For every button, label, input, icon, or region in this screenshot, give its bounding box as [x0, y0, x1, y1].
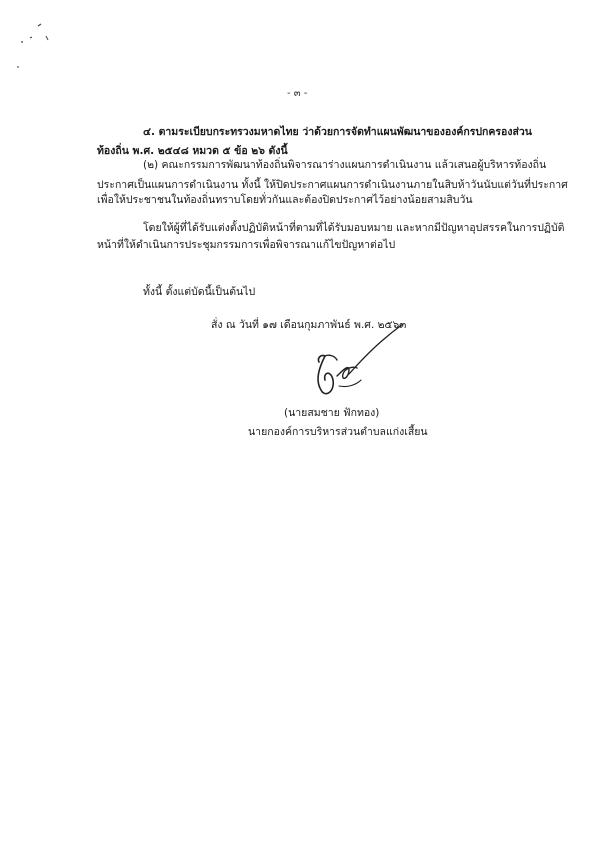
signer-title: นายกองค์การบริหารส่วนตำบลแก่งเสี้ยน: [248, 426, 428, 438]
signer-name: (นายสมชาย ฟักทอง): [284, 407, 380, 419]
sub2-line3: เพื่อให้ประชาชนในท้องถิ่นทราบโดยทั่วกันและต้องปิดประกาศไว้อย่างน้อยสามสิบวัน: [97, 194, 473, 206]
scan-specks: [8, 12, 58, 72]
sub2-line1: (๒) คณะกรรมการพัฒนาท้องถิ่นพิจารณาร่างแผนการดำเนินงาน แล้วเสนอผู้บริหารท้องถิ่น: [143, 159, 547, 171]
handwritten-signature: [305, 322, 415, 402]
item4-line2: ท้องถิ่น พ.ศ. ๒๕๔๘ หมวด ๕ ข้อ ๒๖ ดังนี้: [97, 145, 288, 157]
ordered-date: สั่ง ณ วันที่ ๑๗ เดือนกุมภาพันธ์ พ.ศ. ๒๕๖๓: [211, 319, 407, 331]
item4-line1: ๔. ตามระเบียบกระทรวงมหาดไทย ว่าด้วยการจัดทำแผนพัฒนาขององค์กรปกครองส่วน: [143, 126, 532, 138]
effective-clause: ทั้งนี้ ตั้งแต่บัดนี้เป็นต้นไป: [143, 286, 256, 298]
assignment-line1: โดยให้ผู้ที่ได้รับแต่งตั้งปฏิบัติหน้าที่ตามที่ได้รับมอบหมาย และหากมีปัญหาอุปสรรคในการปฏิบัติ: [143, 222, 565, 234]
assignment-line2: หน้าที่ให้ดำเนินการประชุมกรรมการเพื่อพิจารณาแก้ไขปัญหาต่อไป: [97, 239, 396, 251]
page-number: - ๓ -: [287, 88, 308, 99]
sub2-line2: ประกาศเป็นแผนการดำเนินงาน ทั้งนี้ ให้ปิดประกาศแผนการดำเนินงานภายในสิบห้าวันนับแต่วันที่ประกาศ: [97, 179, 568, 191]
